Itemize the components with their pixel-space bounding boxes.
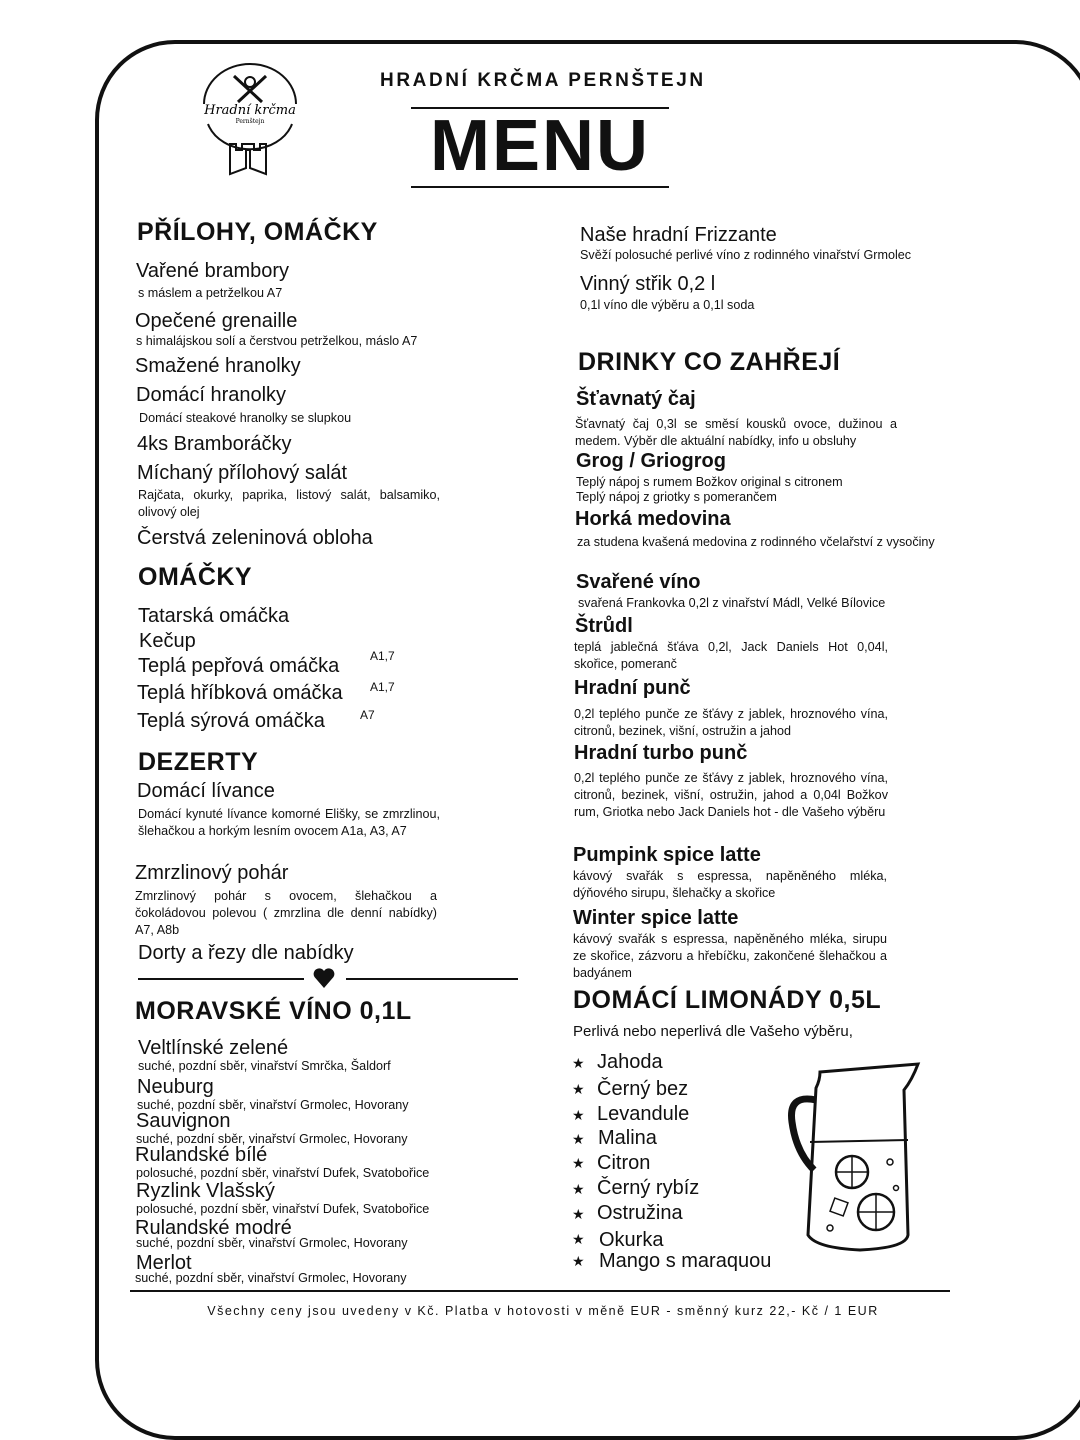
footer-rule — [130, 1290, 950, 1292]
lemonade-flavor: Mango s maraquou — [599, 1250, 772, 1272]
wine-name: Merlot — [136, 1252, 192, 1274]
menu-item-name: 4ks Bramboráčky — [137, 433, 292, 455]
lemonade-flavor: Citron — [597, 1152, 651, 1174]
lemonade-flavor: Okurka — [599, 1229, 664, 1251]
drink-desc: teplá jablečná šťáva 0,2l, Jack Daniels Hot 0,04l, skořice, pomeranč — [574, 640, 888, 671]
lemonade-flavor: Černý rybíz — [597, 1177, 700, 1199]
drink-desc: svařená Frankovka 0,2l z vinařství Mádl, Velké Bílovice — [578, 596, 886, 610]
drink-desc: 0,2l teplého punče ze šťávy z jablek, hroznového vína, citronů, bezinek, višní, ostružin a jahod — [574, 707, 888, 738]
menu-bottom-rule — [411, 186, 669, 188]
drink-name: Šťavnatý čaj — [576, 388, 696, 410]
drink-name: Grog / Griogrog — [576, 450, 726, 472]
wine-desc: suché, pozdní sběr, vinařství Grmolec, Hovorany — [136, 1132, 408, 1146]
wine-name: Veltlínské zelené — [138, 1037, 289, 1059]
drink-desc: 0,1l víno dle výběru a 0,1l soda — [580, 298, 755, 312]
menu-item-name: Míchaný přílohový salát — [137, 462, 348, 484]
menu-item-desc: Domácí kynuté lívance komorné Elišky, se zmrzlinou, šlehačkou a horkým lesním ovocem A1a, A3, A7 — [138, 807, 440, 838]
menu-title: MENU — [430, 106, 650, 186]
menu-item-name: Teplá hříbková omáčka — [137, 682, 343, 704]
wine-heading: MORAVSKÉ VÍNO 0,1L — [135, 997, 412, 1025]
lemonade-pitcher-icon — [780, 1060, 925, 1255]
star-icon: ★ — [572, 1231, 585, 1247]
wine-name: Sauvignon — [136, 1110, 231, 1132]
wine-desc: polosuché, pozdní sběr, vinařství Dufek, Svatobořice — [136, 1202, 430, 1216]
wine-name: Neuburg — [137, 1076, 214, 1098]
lemonade-flavor: Jahoda — [597, 1051, 663, 1073]
drink-desc: za studena kvašená medovina z rodinného včelařství z vysočiny — [577, 535, 935, 549]
footer-note: Všechny ceny jsou uvedeny v Kč. Platba v hotovosti v měně EUR - směnný kurz 22,- Kč / 1 EUR — [207, 1304, 879, 1318]
star-icon: ★ — [572, 1107, 585, 1123]
logo-text: Hradní krčma — [204, 103, 296, 118]
menu-item-name: Domácí hranolky — [136, 384, 287, 406]
sides-heading: PŘÍLOHY, OMÁČKY — [137, 218, 378, 246]
star-icon: ★ — [572, 1131, 585, 1147]
drink-name: Naše hradní Frizzante — [580, 224, 777, 246]
lemonade-flavor: Malina — [598, 1127, 657, 1149]
wine-desc: suché, pozdní sběr, vinařství Grmolec, Hovorany — [135, 1271, 407, 1285]
wine-desc: suché, pozdní sběr, vinařství Smrčka, Šaldorf — [138, 1059, 391, 1073]
desserts-heading: DEZERTY — [138, 748, 259, 776]
drink-desc: Teplý nápoj s rumem Božkov original s citronem — [576, 475, 843, 489]
drink-desc: kávový svařák s espressa, napěněného mléka, sirupu ze skořice, zázvoru a hřebíčku, zakončené šlehačkou a badyánem — [573, 932, 887, 980]
drink-desc: 0,2l teplého punče ze šťávy z jablek, hroznového vína, citronů, bezinek, višní, ostružin, jahod a 0,04l Božkov rum, Griotka nebo Jack Daniels hot - dle Vašeho výběru — [574, 771, 888, 819]
menu-item-name: Kečup — [139, 630, 196, 652]
menu-item-name: Čerstvá zeleninová obloha — [137, 527, 373, 549]
wine-name: Rulandské modré — [135, 1217, 292, 1239]
star-icon: ★ — [572, 1253, 585, 1269]
menu-item-desc: Zmrzlinový pohár s ovocem, šlehačkou a čokoládovou polevou ( zmrzlina dle denní nabídky) A7, A8b — [135, 889, 437, 937]
menu-item-name: Opečené grenaille — [135, 310, 298, 332]
lemonade-flavor: Levandule — [597, 1103, 690, 1125]
wine-desc: suché, pozdní sběr, vinařství Grmolec, Hovorany — [137, 1098, 409, 1112]
drink-desc: Svěží polosuché perlivé víno z rodinného vinařství Grmolec — [580, 248, 912, 262]
menu-item-name: Zmrzlinový pohár — [135, 862, 289, 884]
drink-desc: Teplý nápoj z griotky s pomerančem — [576, 490, 777, 504]
drink-name: Svařené víno — [576, 571, 701, 593]
divider-line — [346, 978, 518, 980]
star-icon: ★ — [572, 1155, 585, 1171]
star-icon: ★ — [572, 1181, 585, 1197]
drink-name: Vinný střik 0,2 l — [580, 273, 716, 295]
drink-name: Horká medovina — [575, 508, 731, 530]
wine-desc: polosuché, pozdní sběr, vinařství Dufek, Svatobořice — [136, 1166, 430, 1180]
heart-icon — [312, 966, 336, 990]
wine-desc: suché, pozdní sběr, vinařství Grmolec, Hovorany — [136, 1236, 408, 1250]
star-icon: ★ — [572, 1055, 585, 1071]
wine-name: Rulandské bílé — [135, 1144, 268, 1166]
restaurant-name: HRADNÍ KRČMA PERNŠTEJN — [380, 70, 706, 91]
drink-name: Winter spice latte — [573, 907, 739, 929]
drink-name: Hradní turbo punč — [574, 742, 748, 764]
drink-name: Pumpink spice latte — [573, 844, 761, 866]
star-icon: ★ — [572, 1081, 585, 1097]
menu-item-name: Teplá pepřová omáčka — [138, 655, 340, 677]
menu-item-desc: s himalájskou solí a čerstvou petrželkou, máslo A7 — [136, 334, 418, 348]
menu-item-name: Dorty a řezy dle nabídky — [138, 942, 354, 964]
drink-desc: Šťavnatý čaj 0,3l se směsí kousků ovoce, dužinou a medem. Výběr dle aktuální nabídky, info u obsluhy — [575, 417, 897, 448]
drink-name: Štrůdl — [575, 615, 633, 637]
lemonades-subtitle: Perlivá nebo neperlivá dle Vašeho výběru, — [573, 1023, 853, 1040]
lemonades-heading: DOMÁCÍ LIMONÁDY 0,5L — [573, 986, 882, 1014]
lemonade-flavor: Černý bez — [597, 1078, 689, 1100]
drink-desc: kávový svařák s espressa, napěněného mléka, dýňového sirupu, šlehačky a skořice — [573, 869, 887, 900]
allergen-label: A1,7 — [370, 680, 395, 694]
star-icon: ★ — [572, 1206, 585, 1222]
menu-item-name: Smažené hranolky — [135, 355, 301, 377]
drink-name: Hradní punč — [574, 677, 691, 699]
allergen-label: A1,7 — [370, 649, 395, 663]
divider-line — [138, 978, 304, 980]
menu-item-name: Teplá sýrová omáčka — [137, 710, 325, 732]
lemonade-flavor: Ostružina — [597, 1202, 683, 1224]
menu-item-name: Vařené brambory — [136, 260, 290, 282]
logo-subtext: Pernštejn — [235, 118, 265, 125]
menu-item-desc: Rajčata, okurky, paprika, listový salát, balsamiko, olivový olej — [138, 488, 440, 519]
menu-item-name: Domácí lívance — [137, 780, 275, 802]
allergen-label: A7 — [360, 708, 375, 722]
wine-name: Ryzlink Vlašský — [136, 1180, 275, 1202]
menu-item-name: Tatarská omáčka — [138, 605, 290, 627]
cutlery-castle-logo-icon — [196, 62, 304, 180]
menu-item-desc: Domácí steakové hranolky se slupkou — [139, 411, 352, 425]
menu-item-desc: s máslem a petrželkou A7 — [138, 286, 283, 300]
hot-drinks-heading: DRINKY CO ZAHŘEJÍ — [578, 348, 841, 376]
sauces-heading: OMÁČKY — [138, 563, 253, 591]
